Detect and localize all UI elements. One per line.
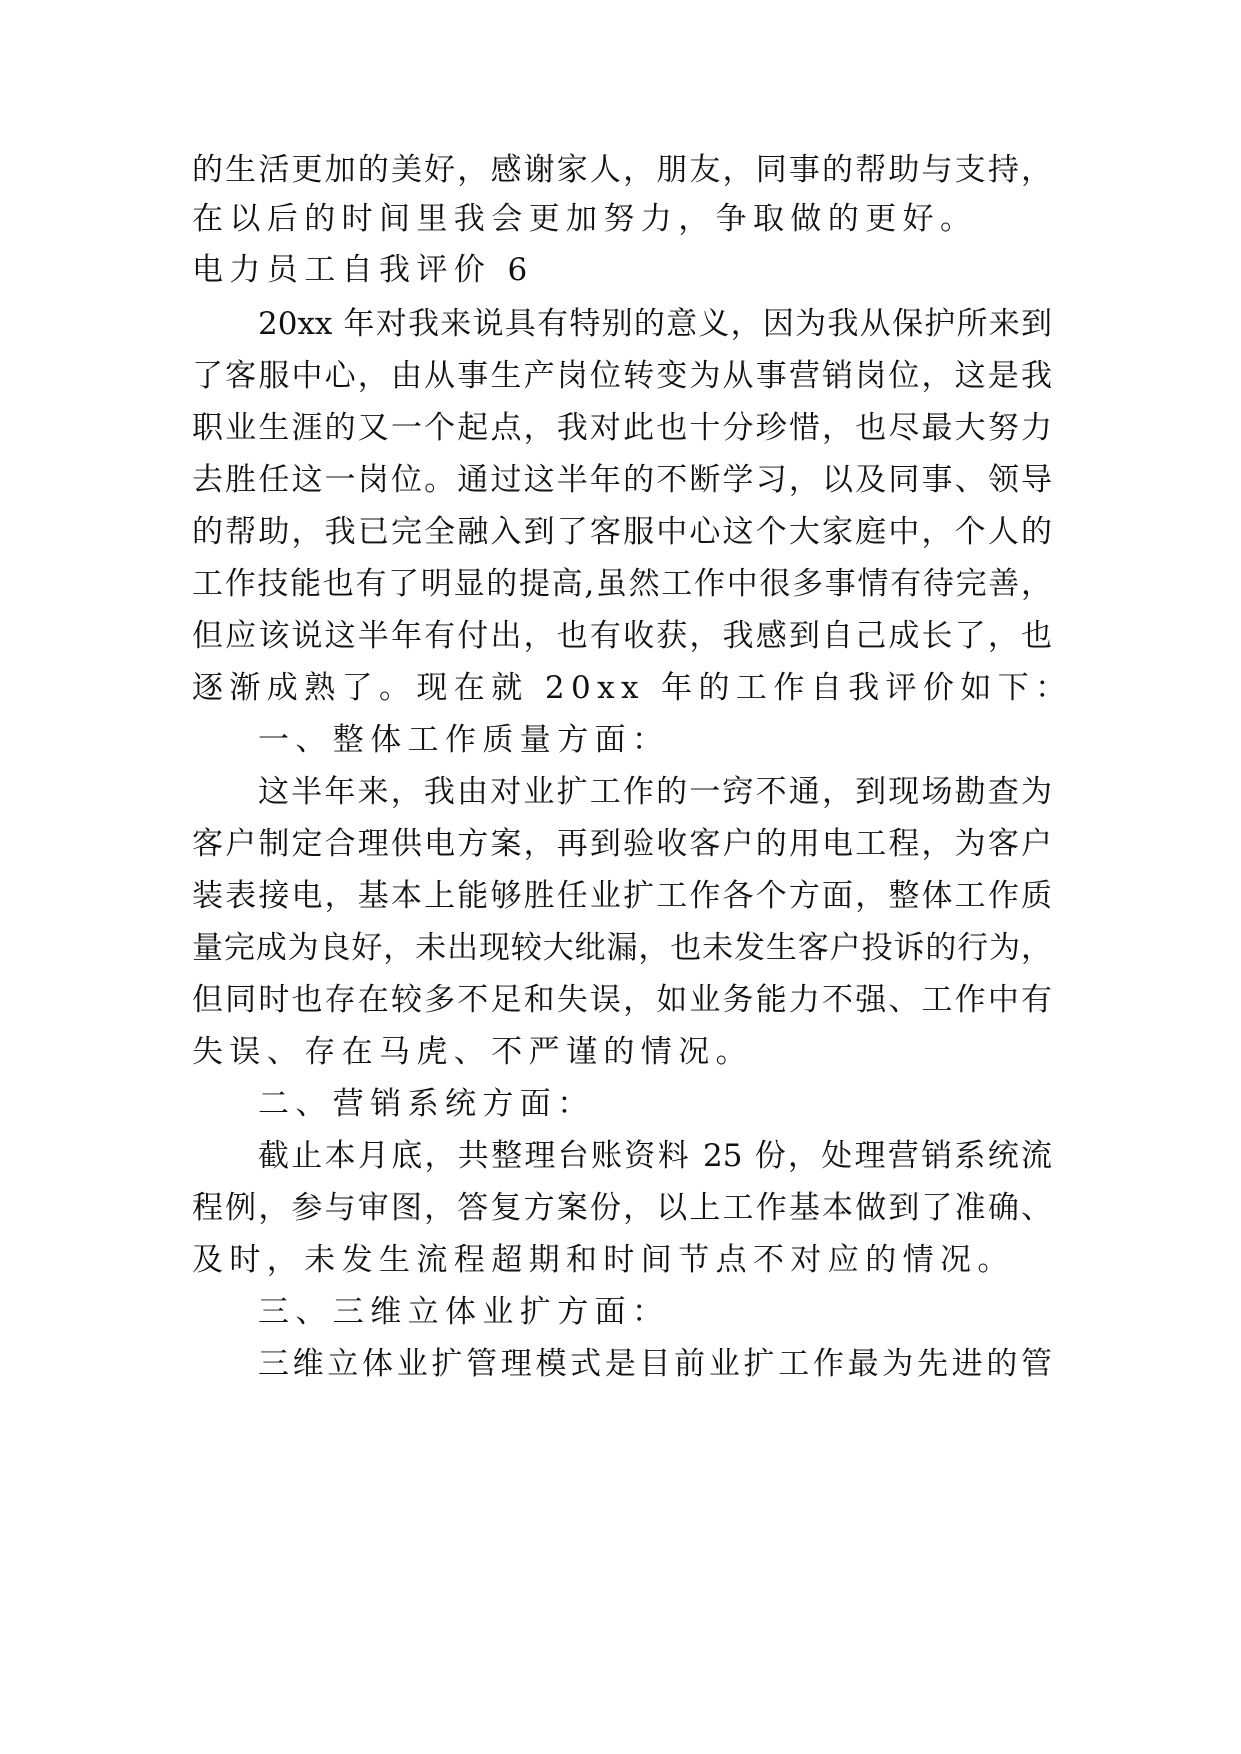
text-line: 的生活更加的美好，感谢家人，朋友，同事的帮助与支持， (192, 152, 1052, 188)
text-line: 去胜任这一岗位。通过这半年的不断学习，以及同事、领导 (192, 462, 1052, 498)
list-heading: 三、三维立体业扩方面： (258, 1294, 670, 1330)
text-line: 的帮助，我已完全融入到了客服中心这个大家庭中，个人的 (192, 514, 1052, 550)
text-line: 失误、存在马虎、不严谨的情况。 (192, 1034, 753, 1070)
text-line: 逐渐成熟了。现在就 20xx 年的工作自我评价如下： (192, 670, 1073, 706)
list-heading: 一、整体工作质量方面： (258, 722, 670, 758)
text-line: 但同时也存在较多不足和失误，如业务能力不强、工作中有 (192, 982, 1052, 1018)
text-line: 客户制定合理供电方案，再到验收客户的用电工程，为客户 (192, 826, 1052, 862)
text-line: 三维立体业扩管理模式是目前业扩工作最为先进的管 (258, 1346, 1052, 1382)
text-line: 截止本月底，共整理台账资料 25 份，处理营销系统流 (258, 1138, 1052, 1174)
text-line: 但应该说这半年有付出，也有收获，我感到自己成长了，也 (192, 618, 1052, 654)
text-line: 工作技能也有了明显的提高,虽然工作中很多事情有待完善， (192, 566, 1052, 602)
text-line: 这半年来，我由对业扩工作的一窍不通，到现场勘查为 (258, 774, 1052, 810)
text-line: 职业生涯的又一个起点，我对此也十分珍惜，也尽最大努力 (192, 410, 1052, 446)
text-line: 装表接电，基本上能够胜任业扩工作各个方面，整体工作质 (192, 878, 1052, 914)
text-line: 程例，参与审图，答复方案份，以上工作基本做到了准确、 (192, 1190, 1052, 1226)
text-line: 了客服中心，由从事生产岗位转变为从事营销岗位，这是我 (192, 358, 1052, 394)
list-heading: 二、营销系统方面： (258, 1086, 595, 1122)
text-line: 量完成为良好，未出现较大纰漏，也未发生客户投诉的行为， (192, 930, 1052, 966)
section-heading: 电力员工自我评价 6 (192, 252, 534, 288)
text-line: 及时，未发生流程超期和时间节点不对应的情况。 (192, 1242, 1015, 1278)
text-line: 在以后的时间里我会更加努力，争取做的更好。 (192, 201, 978, 237)
text-line: 20xx 年对我来说具有特别的意义，因为我从保护所来到 (258, 306, 1052, 342)
